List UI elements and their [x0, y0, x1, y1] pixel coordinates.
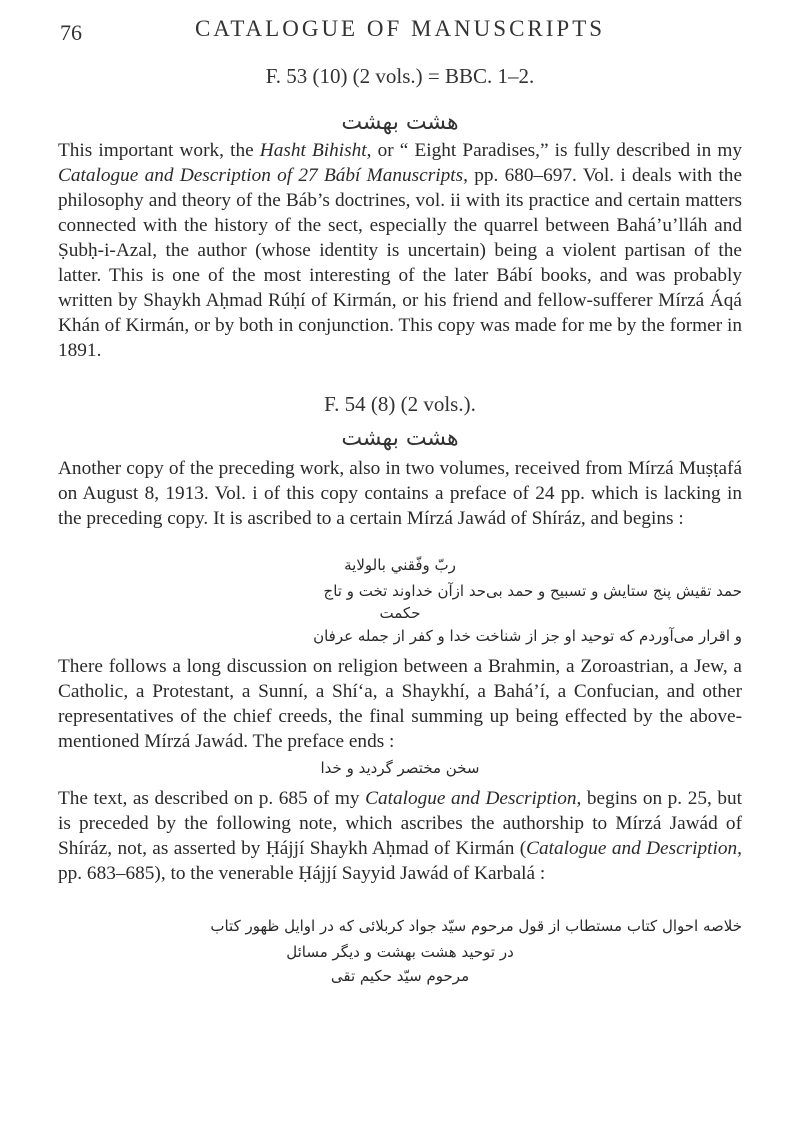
arabic-note-line-2: در توحید هشت بهشت و دیگر مسائل [286, 943, 514, 961]
paragraph-f54-discussion: There follows a long discussion on religion between a Brahmin, a Zoroastrian, a Jew, a Catholic, a Protestant, a Sunní, a Shí‘a, a Shaykhí, a Bahá’í, a Confucian, and other representatives of the chief creeds, the final summing up being effected by the above-mentioned Mírzá Jawád. The preface ends : [58, 656, 742, 752]
running-head: CATALOGUE OF MANUSCRIPTS [194, 16, 606, 41]
paragraph-f54-text-note: The text, as described on p. 685 of my Catalogue and Description, begins on p. 25, but is preceded by the following note, which ascribes the authorship to Mírzá Jawád of Shíráz, not, as asserted by Ḥájjí Shaykh Aḥmad of Kirmán (Catalogue and Description, pp. 683–685), to the venerable Ḥájjí Sayyid Jawád of Karbalá : [58, 788, 742, 884]
arabic-quote-line-4: و اقرار می‌آوردم که توحید او جز از شناخت خدا و کفر از جمله عرفان [313, 627, 742, 645]
entry-heading-f54: F. 54 (8) (2 vols.). [324, 392, 476, 416]
arabic-title-f54: هشت بهشت [341, 426, 459, 451]
arabic-quote-line-2: حمد تقیش پنج ستایش و تسبیح و حمد بی‌حد ازآن خداوند تخت و تاج [323, 582, 742, 600]
arabic-note-line-3: مرحوم سیّد حکیم تقی [330, 967, 470, 985]
arabic-title-f53: هشت بهشت [341, 110, 459, 135]
arabic-preface-ending: سخن مختصر گردید و خدا [320, 759, 480, 777]
paragraph-f54-intro: Another copy of the preceding work, also in two volumes, received from Mírzá Muṣṭafá on August 8, 1913. Vol. i of this copy contains a preface of 24 pp. which is lacking in the preceding copy. It is ascribed to a certain Mírzá Jawád of Shíráz, and begins : [58, 458, 742, 529]
arabic-quote-line-1: ربّ وفّقني بالولاية [344, 556, 456, 574]
arabic-quote-line-3: حکمت [379, 604, 421, 622]
page-number: 76 [60, 20, 82, 45]
paragraph-f53-description: This important work, the Hasht Bihisht, or “ Eight Paradises,” is fully described in my Catalogue and Description of 27 Bábí Manuscripts, pp. 680–697. Vol. i deals with the philosophy and theory of the Báb’s doctrines, vol. ii with its practice and certain matters connected with the history of the sect, especially the quarrel between Bahá’u’lláh and Ṣubḥ-i-Azal, the author (whose identity is uncertain) being a violent partisan of the latter. This is one of the most interesting of the later Bábí books, and was probably written by Shaykh Aḥmad Rúḥí of Kirmán, or his friend and fellow-sufferer Mírzá Áqá Khán of Kirmán, or by both in conjunction. This copy was made for me by the former in 1891. [58, 140, 743, 361]
arabic-note-line-1: خلاصه احوال کتاب مستطاب از قول مرحوم سیّد جواد کربلائی که در اوایل ظهور کتاب [210, 917, 742, 935]
entry-heading-f53: F. 53 (10) (2 vols.) = BBC. 1–2. [265, 64, 535, 88]
